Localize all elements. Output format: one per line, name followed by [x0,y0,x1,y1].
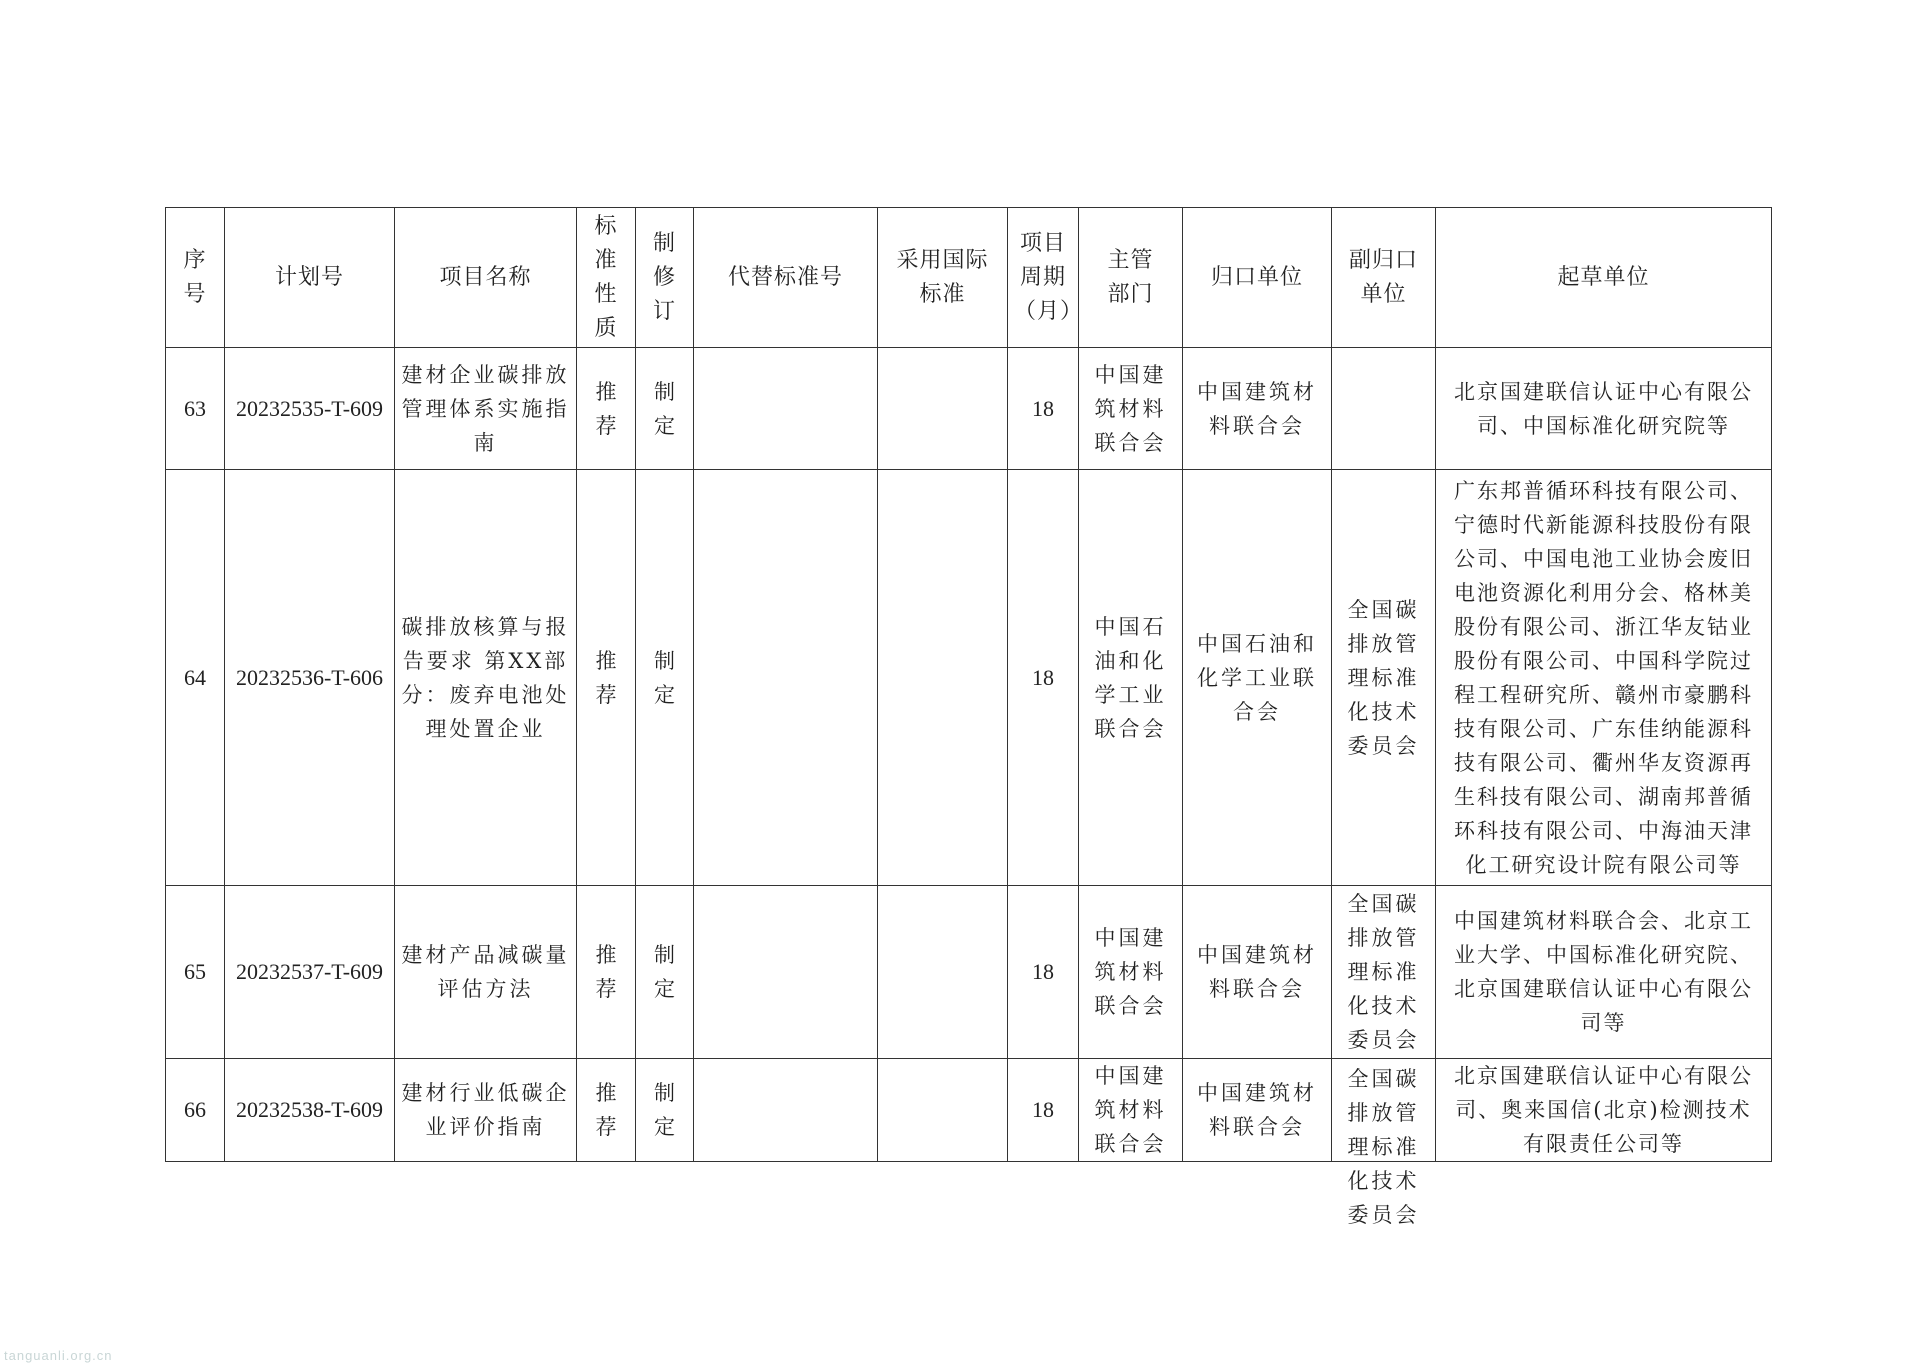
header-row [166,208,1772,348]
cell-replace-std [694,1059,878,1162]
header-deputy-gk: 副归口单位 [1332,208,1436,348]
cell-dept: 中国石油和化学工业联合会 [1079,470,1183,886]
cell-drafter: 广东邦普循环科技有限公司、宁德时代新能源科技股份有限公司、中国电池工业协会废旧电池资源化利用分会、格林美股份有限公司、浙江华友钴业股份有限公司、中国科学院过程工程研究所、赣州市豪鹏科技有限公司、广东佳纳能源科技有限公司、衢州华友资源再生科技有限公司、湖南邦普循环科技有限公司、中海油天津化工研究设计院有限公司等 [1436,470,1772,886]
header-std-nature: 标准性质 [577,208,636,348]
cell-intl-std [878,1059,1008,1162]
cell-plan-no: 20232538-T-609 [225,1059,395,1162]
table-row [166,1059,1772,1162]
table-row [166,470,1772,886]
cell-plan-no: 20232536-T-606 [225,470,395,886]
cell-intl-std [878,348,1008,470]
cell-project-name: 建材行业低碳企业评价指南 [395,1059,577,1162]
header-period: 项目周期（月） [1008,208,1079,348]
cell-revision: 制定 [636,470,694,886]
cell-seq: 65 [166,886,225,1059]
header-dept: 主管部门 [1079,208,1183,348]
cell-intl-std [878,886,1008,1059]
cell-dept: 中国建筑材料联合会 [1079,1059,1183,1162]
cell-drafter: 北京国建联信认证中心有限公司、奥来国信(北京)检测技术有限责任公司等 [1436,1059,1772,1162]
cell-deputy-gk: 全国碳排放管理标准化技术委员会 [1332,470,1436,886]
cell-seq: 66 [166,1059,225,1162]
site-watermark: tanguanli.org.cn [4,1348,113,1363]
header-intl-std: 采用国际标准 [878,208,1008,348]
cell-gk-unit: 中国建筑材料联合会 [1183,886,1332,1059]
standards-plan-table [165,207,1772,1227]
cell-replace-std [694,348,878,470]
cell-dept: 中国建筑材料联合会 [1079,348,1183,470]
cell-drafter: 中国建筑材料联合会、北京工业大学、中国标准化研究院、北京国建联信认证中心有限公司等 [1436,886,1772,1059]
cell-seq: 64 [166,470,225,886]
header-seq: 序号 [166,208,225,348]
header-gk-unit: 归口单位 [1183,208,1332,348]
cell-deputy-gk: 全国碳排放管理标准化技术委员会 [1332,886,1436,1059]
cell-period: 18 [1008,348,1079,470]
header-revision: 制修订 [636,208,694,348]
cell-period: 18 [1008,886,1079,1059]
cell-deputy-gk [1332,1059,1436,1227]
cell-gk-unit: 中国建筑材料联合会 [1183,1059,1332,1162]
cell-project-name: 碳排放核算与报告要求 第XX部分：废弃电池处理处置企业 [395,470,577,886]
cell-std-nature: 推荐 [577,348,636,470]
cell-plan-no: 20232537-T-609 [225,886,395,1059]
cell-replace-std [694,886,878,1059]
cell-deputy-gk [1332,348,1436,470]
cell-intl-std [878,470,1008,886]
cell-gk-unit: 中国石油和化学工业联合会 [1183,470,1332,886]
cell-drafter: 北京国建联信认证中心有限公司、中国标准化研究院等 [1436,348,1772,470]
cell-period: 18 [1008,1059,1079,1162]
cell-deputy-gk-text: 全国碳排放管理标准化技术委员会 [1347,1067,1420,1227]
cell-seq: 63 [166,348,225,470]
cell-plan-no: 20232535-T-609 [225,348,395,470]
cell-replace-std [694,470,878,886]
cell-std-nature: 推荐 [577,470,636,886]
cell-project-name: 建材产品减碳量评估方法 [395,886,577,1059]
cell-std-nature: 推荐 [577,1059,636,1162]
table-row [166,886,1772,1059]
cell-period: 18 [1008,470,1079,886]
header-drafter: 起草单位 [1436,208,1772,348]
header-plan-no: 计划号 [225,208,395,348]
cell-revision: 制定 [636,348,694,470]
table-row [166,348,1772,470]
header-replace-std: 代替标准号 [694,208,878,348]
cell-std-nature: 推荐 [577,886,636,1059]
header-project-name: 项目名称 [395,208,577,348]
cell-dept: 中国建筑材料联合会 [1079,886,1183,1059]
cell-revision: 制定 [636,886,694,1059]
cell-gk-unit: 中国建筑材料联合会 [1183,348,1332,470]
cell-revision: 制定 [636,1059,694,1162]
cell-project-name: 建材企业碳排放管理体系实施指南 [395,348,577,470]
